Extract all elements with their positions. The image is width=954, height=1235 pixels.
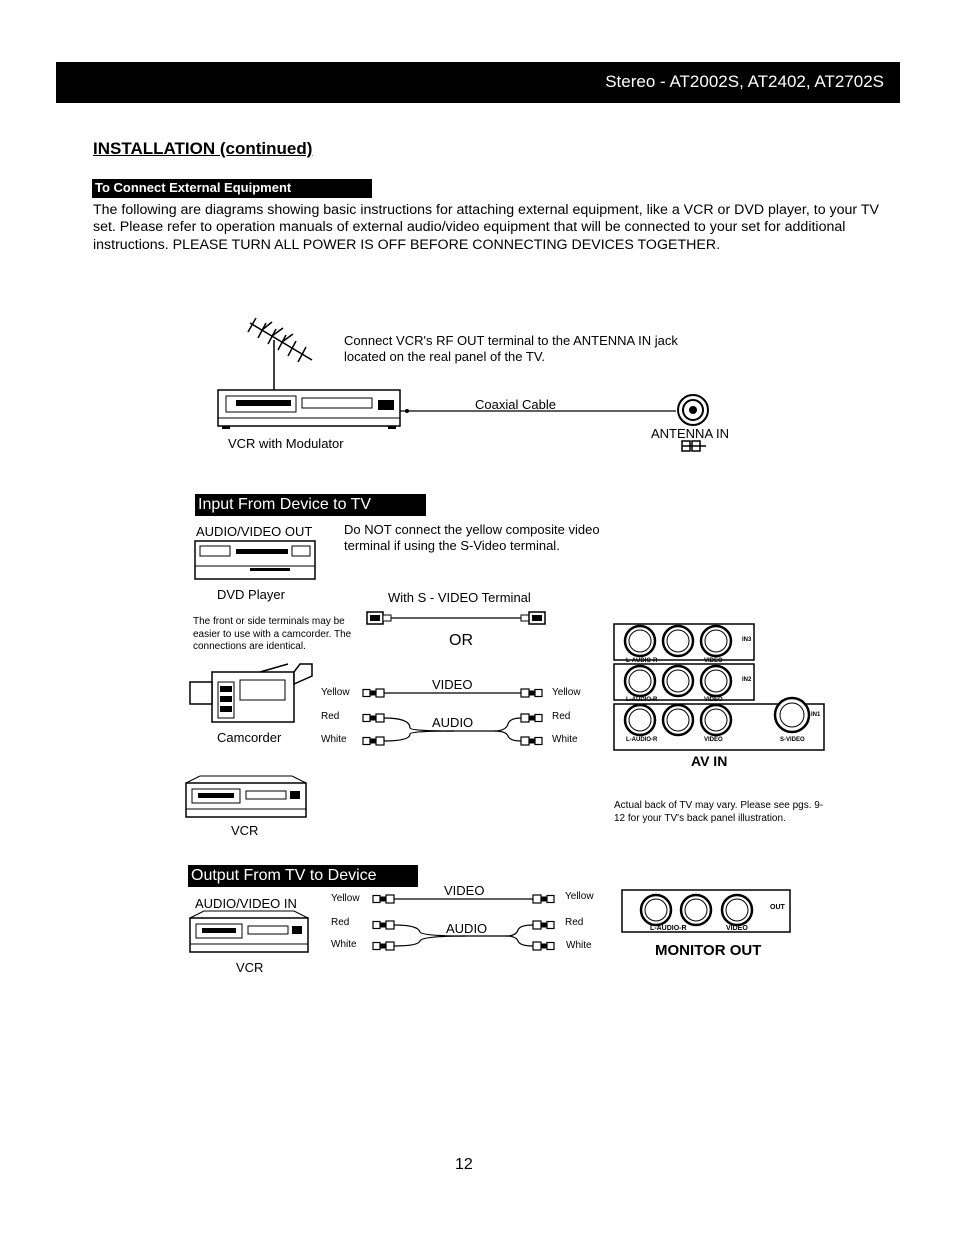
camcorder-note: The front or side terminals may be easier to use with a camcorder. The connections are identical. xyxy=(193,616,352,652)
output-left-yellow: Yellow xyxy=(331,893,360,904)
output-left-red: Red xyxy=(331,917,350,928)
panel-row2-video: VIDEO xyxy=(704,697,723,703)
header-title: Stereo - AT2002S, AT2402, AT2702S xyxy=(605,72,884,91)
coaxial-cable-label: Coaxial Cable xyxy=(475,397,556,412)
av-in-panel xyxy=(614,624,824,750)
connector-symbol-icon xyxy=(682,441,706,451)
intro-paragraph: The following are diagrams showing basic instructions for attaching external equipment, like a VCR or DVD player, to your TV set. Please refer to operation manuals of external audio/video equipment that will be connected to your set for additional instructions. PLEASE TURN ALL POWER IS OFF BEFORE CONNECTING DEVICES TOGETHER. xyxy=(93,202,879,253)
svideo-cable xyxy=(367,612,545,624)
vcr-output-icon xyxy=(190,911,308,952)
input-right-yellow: Yellow xyxy=(552,687,581,698)
section-title: INSTALLATION (continued) xyxy=(93,139,313,158)
dvd-player-icon xyxy=(195,541,315,579)
monitor-out-caption: MONITOR OUT xyxy=(655,942,762,959)
monitor-out-audio: L-AUDIO-R xyxy=(650,925,687,932)
av-in-label: AUDIO/VIDEO IN xyxy=(195,896,297,911)
monitor-out-video: VIDEO xyxy=(726,925,748,932)
input-section-title: Input From Device to TV xyxy=(195,494,426,516)
output-right-white: White xyxy=(566,940,592,951)
input-right-red: Red xyxy=(552,711,571,722)
input-video-label: VIDEO xyxy=(432,677,473,692)
av-in-caption: AV IN xyxy=(691,753,728,769)
monitor-out-tag: OUT xyxy=(770,904,785,911)
output-right-red: Red xyxy=(565,917,584,928)
antenna-icon xyxy=(248,318,312,390)
antenna-instruction: Connect VCR's RF OUT terminal to the ANTENNA IN jack located on the real panel of the TV. xyxy=(344,333,678,364)
output-right-yellow: Yellow xyxy=(565,891,594,902)
monitor-out-panel xyxy=(622,890,790,932)
input-left-red: Red xyxy=(321,711,340,722)
or-label: OR xyxy=(449,632,473,649)
vcr-icon xyxy=(186,776,306,817)
input-left-white: White xyxy=(321,734,347,745)
input-left-yellow: Yellow xyxy=(321,687,350,698)
panel-row2-tag: IN2 xyxy=(742,677,752,683)
camcorder-label: Camcorder xyxy=(217,730,282,745)
subheading: To Connect External Equipment xyxy=(92,179,372,198)
antenna-in-label: ANTENNA IN xyxy=(651,426,730,441)
camcorder-icon xyxy=(190,664,312,722)
panel-row1-audio: L-AUDIO-R xyxy=(626,658,658,664)
av-out-label: AUDIO/VIDEO OUT xyxy=(196,524,313,539)
output-vcr-label: VCR xyxy=(236,960,264,975)
output-video-label: VIDEO xyxy=(444,883,485,898)
output-audio-label: AUDIO xyxy=(446,921,488,936)
page-number: 12 xyxy=(455,1156,473,1173)
antenna-in-jack xyxy=(678,395,708,425)
panel-row1-tag: IN3 xyxy=(742,637,752,643)
input-audio-label: AUDIO xyxy=(432,715,474,730)
vcr-modulator-icon xyxy=(218,390,400,429)
tv-back-note: Actual back of TV may vary. Please see pgs. 9-12 for your TV's back panel illustration. xyxy=(614,800,824,824)
dvd-player-label: DVD Player xyxy=(217,587,285,602)
output-left-white: White xyxy=(331,939,357,950)
panel-row3-tag: IN1 xyxy=(811,712,821,718)
panel-row3-svideo: S-VIDEO xyxy=(780,737,805,743)
svideo-label: With S - VIDEO Terminal xyxy=(388,590,531,605)
panel-row2-audio: L-AUDIO-R xyxy=(626,697,658,703)
input-right-white: White xyxy=(552,734,578,745)
panel-row3-audio: L-AUDIO-R xyxy=(626,737,658,743)
vcr-label: VCR xyxy=(231,823,259,838)
vcr-modulator-label: VCR with Modulator xyxy=(228,436,344,451)
output-section-title: Output From TV to Device xyxy=(188,865,418,887)
panel-row3-video: VIDEO xyxy=(704,737,723,743)
svideo-warning: Do NOT connect the yellow composite video terminal if using the S-Video terminal. xyxy=(344,522,600,553)
panel-row1-video: VIDEO xyxy=(704,658,723,664)
